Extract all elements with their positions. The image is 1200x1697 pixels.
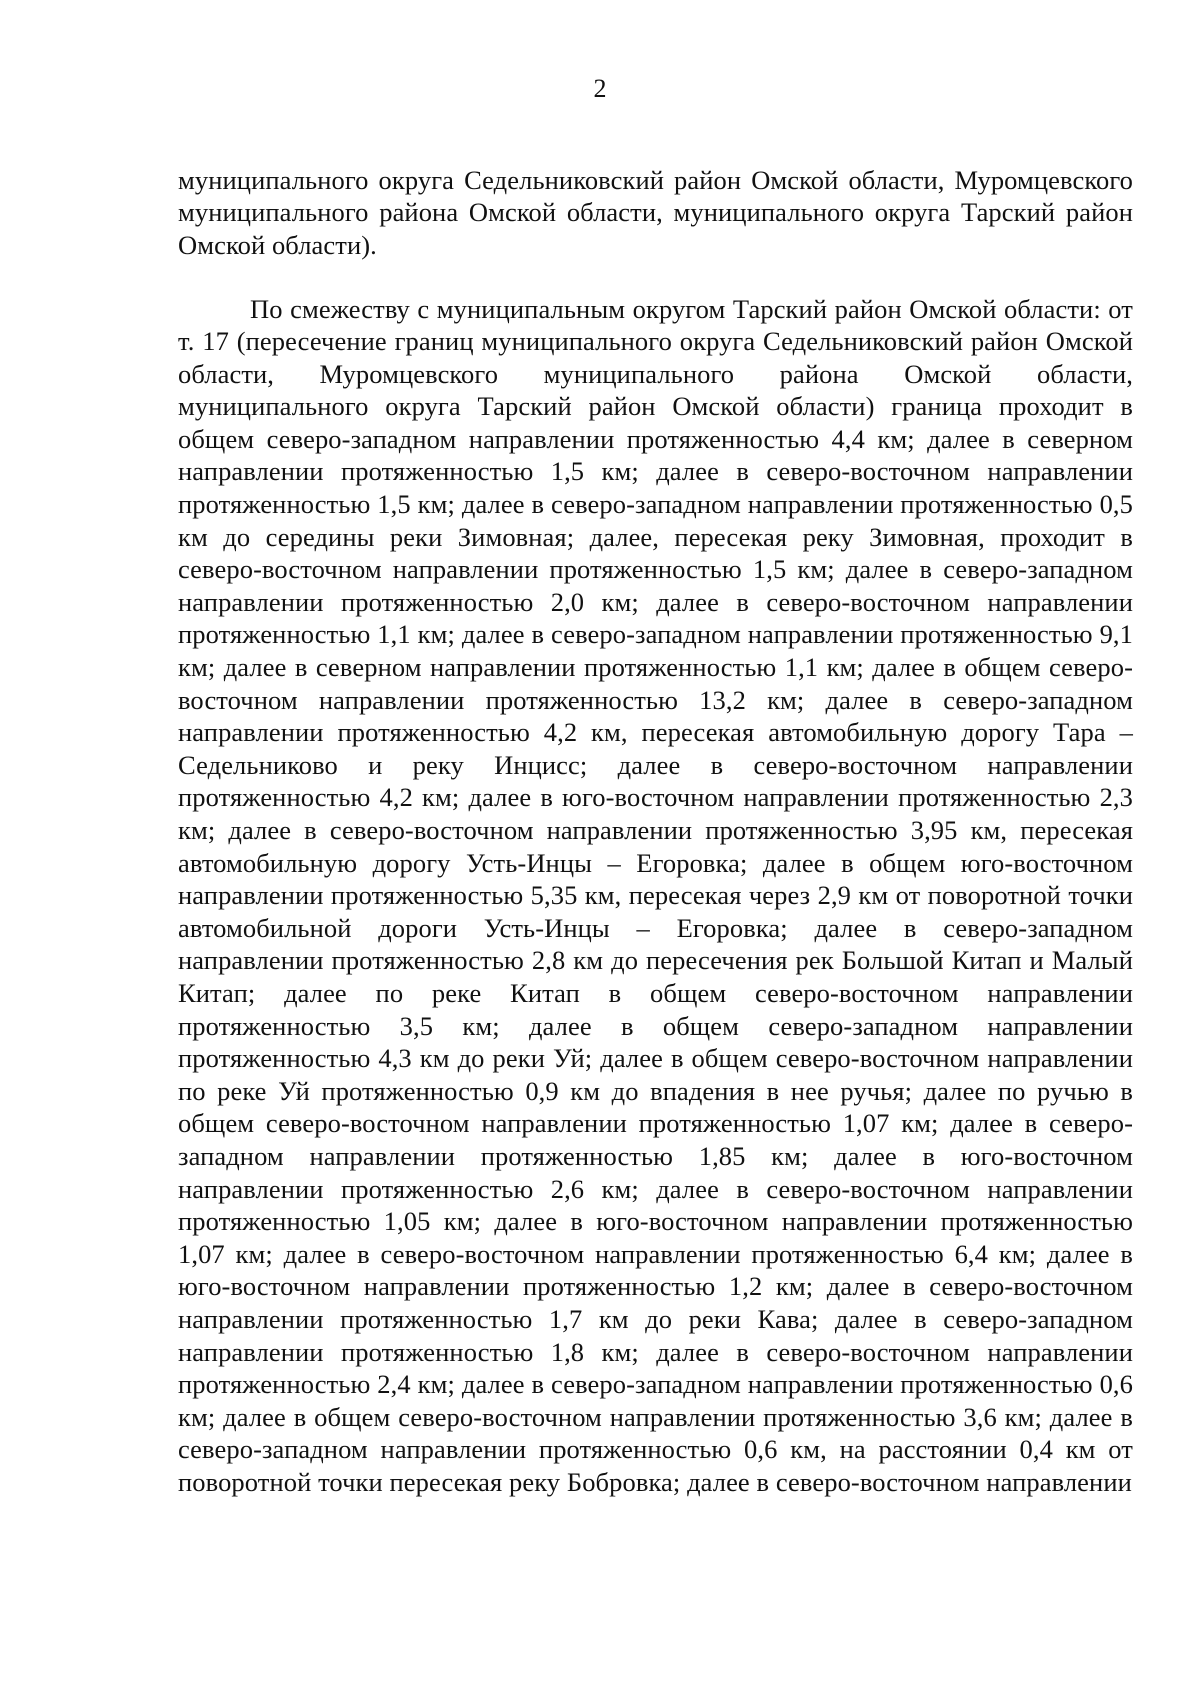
paragraph-continuation: муниципального округа Седельниковский район Омской области, Муромцевского муниципального района Омской области, муниципального округа Тарский район Омской области). bbox=[178, 164, 1133, 260]
paragraph-boundary-description: По смежеству с муниципальным округом Тарский район Омской области: от т. 17 (пересечение границ муниципального округа Седельниковский район Омской области, Муромцевского муниципального района Омской области, муниципального округа Тарский район Омской области) граница проходит в общем северо-западном направлении протяженностью 4,4 км; далее в северном направлении протяженностью 1,5 км; далее в северо-восточном направлении протяженностью 1,5 км; далее в северо-западном направлении протяженностью 0,5 км до середины реки Зимовная; далее, пересекая реку Зимовная, проходит в северо-восточном направлении протяженностью 1,5 км; далее в северо-западном направлении протяженностью 2,0 км; далее в северо-восточном направлении протяженностью 1,1 км; далее в северо-западном направлении протяженностью 9,1 км; далее в северном направлении протяженностью 1,1 км; далее в общем северо-восточном направлении протяженностью 13,2 км; далее в северо-западном направлении протяженностью 4,2 км, пересекая автомобильную дорогу Тара – Седельниково и реку Инцисс; далее в северо-восточном направлении протяженностью 4,2 км; далее в юго-восточном направлении протяженностью 2,3 км; далее в северо-восточном направлении протяженностью 3,95 км, пересекая автомобильную дорогу Усть-Инцы – Егоровка; далее в общем юго-восточном направлении протяженностью 5,35 км, пересекая через 2,9 км от поворотной точки автомобильной дороги Усть-Инцы – Егоровка; далее в северо-западном направлении протяженностью 2,8 км до пересечения рек Большой Китап и Малый Китап; далее по реке Китап в общем северо-восточном направлении протяженностью 3,5 км; далее в общем северо-западном направлении протяженностью 4,3 км до реки Уй; далее в общем северо-восточном направлении по реке Уй протяженностью 0,9 км до впадения в нее ручья; далее по ручью в общем северо-восточном направлении протяженностью 1,07 км; далее в северо-западном направлении протяженностью 1,85 км; далее в юго-восточном направлении протяженностью 2,6 км; далее в северо-восточном направлении протяженностью 1,05 км; далее в юго-восточном направлении протяженностью 1,07 км; далее в северо-восточном направлении протяженностью 6,4 км; далее в юго-восточном направлении протяженностью 1,2 км; далее в северо-восточном направлении протяженностью 1,7 км до реки Кава; далее в северо-западном направлении протяженностью 1,8 км; далее в северо-восточном направлении протяженностью 2,4 км; далее в северо-западном направлении протяженностью 0,6 км; далее в общем северо-восточном направлении протяженностью 3,6 км; далее в северо-западном направлении протяженностью 0,6 км, на расстоянии 0,4 км от поворотной точки пересекая реку Бобровка; далее в северо-восточном направлении bbox=[178, 293, 1133, 1497]
page-number: 2 bbox=[593, 74, 607, 103]
